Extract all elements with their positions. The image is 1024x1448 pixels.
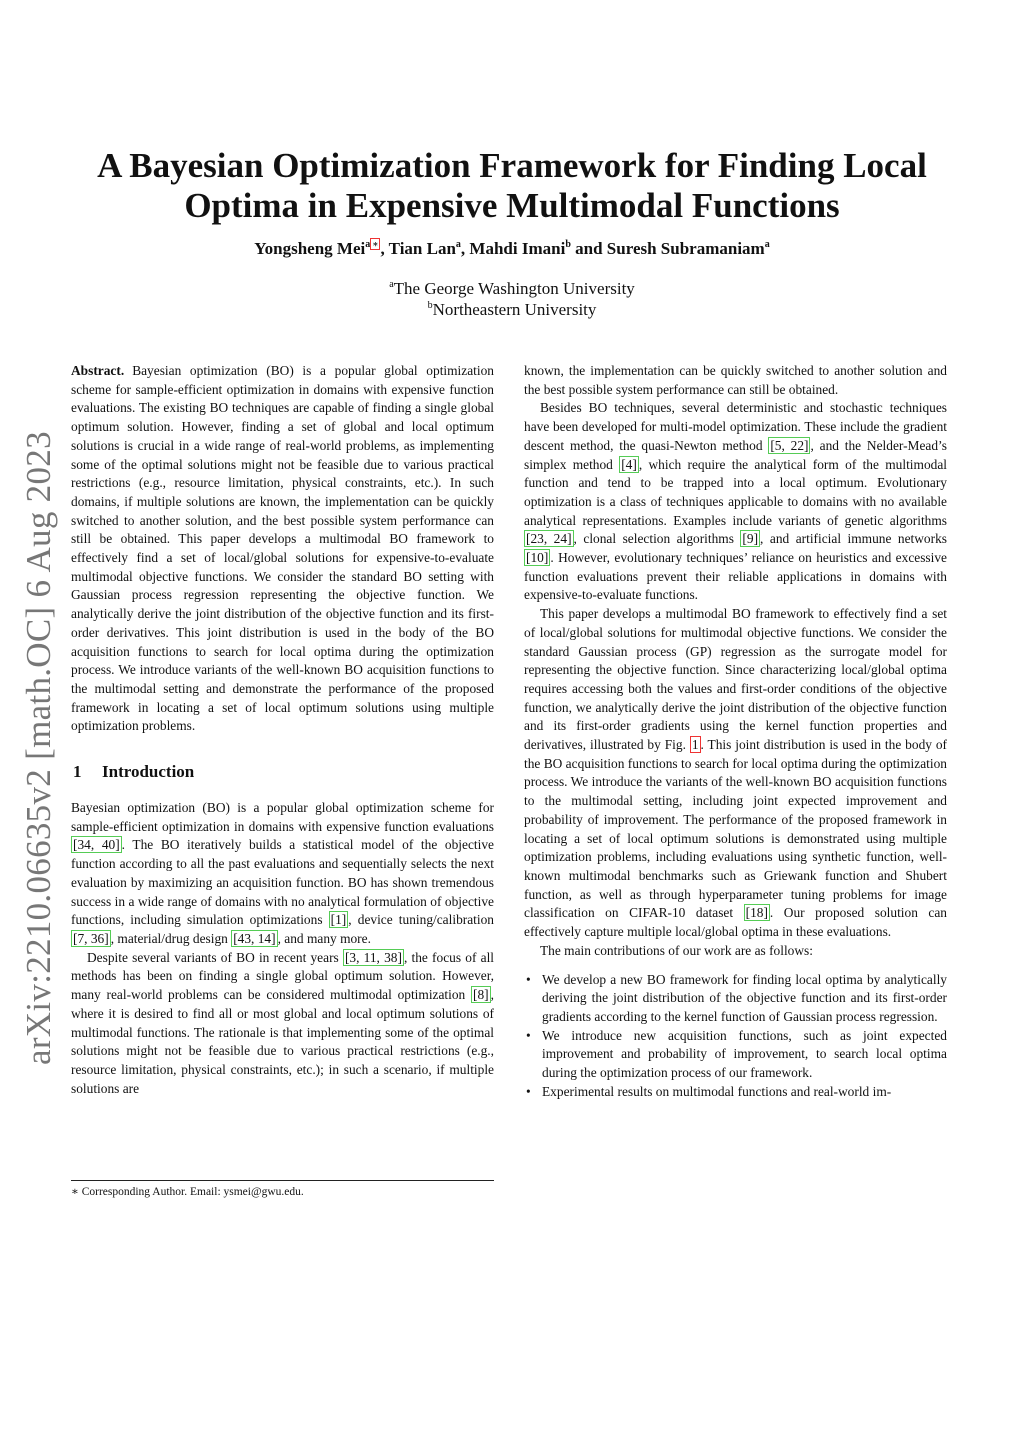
contributions-list <box>524 971 947 1102</box>
citation-link[interactable]: [5, 22] <box>770 437 809 453</box>
approach-paragraph <box>524 605 947 942</box>
text-run: Bayesian optimization (BO) is a popular global optimization scheme for sample-efficient optimization in domains with expensive function evaluations <box>71 800 494 834</box>
author-list: Yongsheng Mei$^a$ ∗ , Tian Lan$^a$, Mahdi Imani$^b$ and Suresh Subramaniam$^a$ <box>254 239 770 258</box>
citation-link[interactable]: [1] <box>330 912 347 928</box>
affiliation-name: The George Washington University <box>393 279 635 298</box>
citation-link[interactable]: [9] <box>742 531 759 547</box>
text-run: , material/drug design <box>110 930 232 946</box>
citation-link[interactable]: [8] <box>473 987 489 1003</box>
footnote-rule <box>71 1180 494 1181</box>
citation-link[interactable]: [4] <box>621 456 637 472</box>
text-run: . The BO iteratively builds a statistical model of the objective function according to all the past evaluations and sequentially selects the next evaluation by maximizing an acquisition function. BO has shown tremendous success in a wide range of domains with no analytical formulation of objective functions, including simulation optimizations <box>71 837 494 928</box>
author-name: Tian Lan <box>388 239 456 258</box>
list-item: • Experimental results on multimodal functions and real-world im- <box>524 1083 947 1102</box>
arxiv-identifier: arXiv:2210.06635v2 [math.OC] 6 Aug 2023 <box>19 431 58 1065</box>
abstract <box>71 362 494 736</box>
section-title: Introduction <box>102 762 195 782</box>
citation-link[interactable]: [10] <box>526 550 549 566</box>
author-name: Yongsheng Mei <box>254 239 366 258</box>
author-affil-sup: a <box>764 239 770 250</box>
text-run: , device tuning/calibration <box>348 912 494 928</box>
text-run: , clonal selection algorithms <box>573 531 741 547</box>
text-run: , and the Nelder-Mead’s simplex method <box>524 437 947 472</box>
affiliations <box>60 278 964 320</box>
affiliation-name: Northeastern University <box>432 300 597 319</box>
text-run: . Our proposed solution can effectively capture multiple local/global optima in these evaluations. <box>524 905 948 940</box>
text-run: , and many more. <box>277 930 371 946</box>
affiliation-sup: b <box>427 300 433 311</box>
text-run: This paper develops a multimodal BO framework to effectively find a set of local/global solutions for multimodal objective functions. We consider the standard Gaussian process (GP) regression as the surrogate model for representing the objective function. Since characterizing local/global optima requires accessing both the values and first-order conditions of the objective function, we analytically derive the joint distribution of the objective function and its first-order gradients using the kernel function properties and derivatives, illustrated by Fig. <box>524 606 947 753</box>
abstract-text: Bayesian optimization (BO) is a popular global optimization scheme for sample-efficient optimization in domains with expensive function evaluations. The existing BO techniques are capable of finding a single global optimum solution. However, finding a set of global and local optimum solutions is crucial in a wide range of real-world problems, as implementing some of the optimal solutions might not be feasible due to various practical restrictions (e.g., resource limitation, physical constraints, etc.). In such domains, if multiple solutions are known, the implementation can be quickly switched to another solution, and the best possible system performance can still be obtained. This paper develops a multimodal BO framework to effectively find a set of local/global solutions for expensive-to-evaluate multimodal objective functions. We consider the standard BO setting with Gaussian process regression representing the objective function. We analytically derive the joint distribution of the objective function and its first-order derivatives. This joint distribution is used in the body of the BO acquisition functions to search for local optima during the optimization process. We introduce variants of the well-known BO acquisition functions to the multimodal setting and demonstrate the performance of the proposed framework in locating a set of local optimum solutions using multiple optimization problems. <box>71 363 494 734</box>
text-run: . However, evolutionary techniques’ reliance on heuristics and excessive function evaluations prevent their reliable applications in domains with expensive-to-evaluate functions. <box>524 550 947 603</box>
citation-link[interactable]: [23, 24] <box>526 531 572 547</box>
abstract-label: Abstract. <box>71 363 125 378</box>
text-run: Despite several variants of BO in recent years <box>87 949 343 965</box>
author-name: Mahdi Imani <box>469 239 566 258</box>
footnote-marker[interactable]: ∗ <box>372 239 379 249</box>
paragraph-continued: known, the implementation can be quickly switched to another solution and the best possible system performance can still be obtained. <box>524 363 947 397</box>
affiliation <box>60 299 964 320</box>
text-run: , which require the analytical form of the multimodal function and tend to be trapped into a local optimum. Evolutionary optimization is a class of techniques applicable to domains with no available analytical representations. Examples include variants of genetic algorithms <box>524 456 948 528</box>
left-column <box>71 362 494 1098</box>
author-name: Suresh Subramaniam <box>606 239 765 258</box>
section-heading <box>73 761 494 783</box>
citation-link[interactable]: [18] <box>745 905 768 921</box>
related-work-paragraph <box>524 399 947 605</box>
citation-link[interactable]: [7, 36] <box>73 930 109 946</box>
right-column <box>524 362 947 1101</box>
author-affil-sup: a <box>365 239 371 250</box>
list-item: • We introduce new acquisition functions, such as joint expected improvement and probability of improvement, to search local optima during the optimization process of our framework. <box>524 1027 947 1083</box>
text-run: . This joint distribution is used in the body of the BO acquisition functions to search for local optima during the optimization process. We introduce the variants of the well-known BO acquisition functions to the multimodal setting, including joint expected improvement and probability of improvement. The performance of the proposed framework in locating a set of local optimum solutions is demonstrated using multiple optimization problems, including evaluations using synthetic function, well-known multimodal benchmarks such as Griewank function and Shubert function, as well as through hyperparameter tuning problems for image classification on CIFAR-10 dataset <box>524 737 948 921</box>
affiliation-sup: a <box>389 279 394 290</box>
intro-paragraph-1 <box>71 799 494 949</box>
citation-link[interactable]: [34, 40] <box>73 837 120 853</box>
author-affil-sup: b <box>565 239 571 250</box>
section-number: 1 <box>73 762 82 782</box>
text-run: , the focus of all methods has been on finding a single global optimum solution. However, many real-world problems can be considered multimodal optimization <box>71 949 495 1003</box>
affiliation <box>60 278 964 299</box>
text-run: Besides BO techniques, several deterministic and stochastic techniques have been developed for multi-model optimization. These include the gradient descent method, the quasi-Newton method <box>524 400 947 453</box>
list-item: • We develop a new BO framework for finding local optima by analytically deriving the joint distribution of the objective function and its first-order gradients according to the kernel function of Gaussian process regression. <box>524 971 947 1027</box>
paper-title: A Bayesian Optimization Framework for Finding Local Optima in Expensive Multimodal Functions <box>97 146 927 225</box>
footnote: ∗ Corresponding Author. Email: ysmei@gwu.edu. <box>71 1186 304 1198</box>
citation-link[interactable]: [43, 14] <box>233 930 276 946</box>
contributions-intro: The main contributions of our work are as follows: <box>540 942 813 958</box>
text-run: , where it is desired to find all or most global and local optimum solutions of multimodal functions. The rationale is that implementing some of the optimal solutions might not be feasible due to various practical restrictions (e.g., resource limitation, physical constraints, etc.); in such a scenario, if multiple solutions are <box>71 987 494 1096</box>
author-affil-sup: a <box>455 239 461 250</box>
citation-link[interactable]: [3, 11, 38] <box>344 949 402 965</box>
figure-reference-link[interactable]: 1 <box>691 737 699 753</box>
intro-paragraph-2 <box>71 949 494 1099</box>
text-run: , and artificial immune networks <box>760 531 947 547</box>
